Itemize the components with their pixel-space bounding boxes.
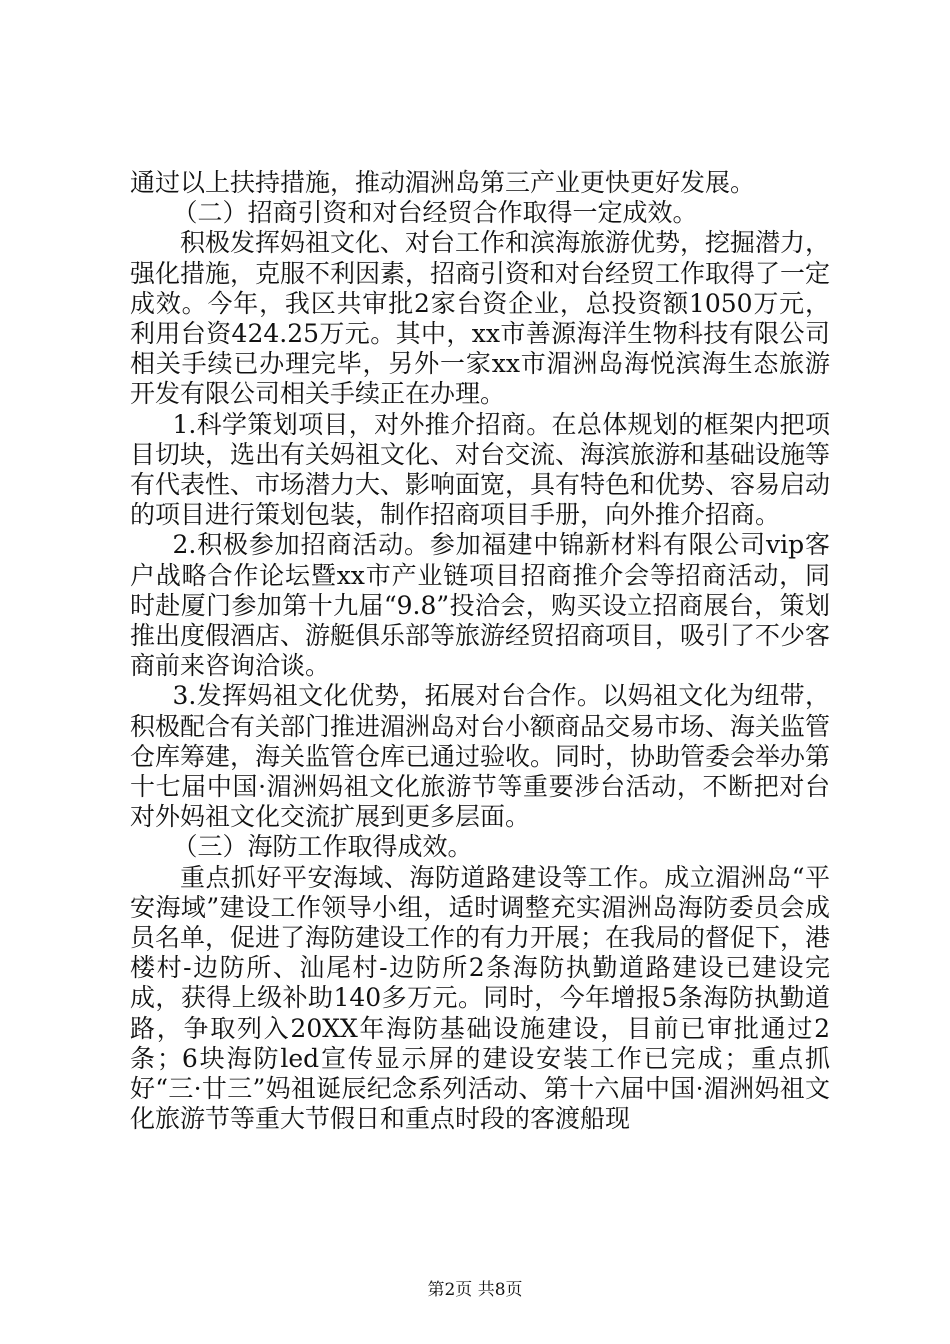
paragraph-2-heading: （二）招商引资和对台经贸合作取得一定成效。 bbox=[172, 198, 698, 228]
document-body bbox=[130, 168, 830, 1135]
paragraph-1: 通过以上扶持措施，推动湄洲岛第三产业更快更好发展。 bbox=[130, 168, 756, 197]
paragraph-8: 重点抓好平安海域、海防道路建设等工作。成立湄洲岛“平安海域”建设工作领导小组，适时调整充实湄洲岛海防委员会成员名单，促进了海防建设工作的有力开展；在我局的督促下，港楼村-边防所、汕尾村-边防所2条海防执勤道路建设已建设完成，获得上级补助140多万元。同时，今年增报5条海防执勤道路，争取列入20XX年海防基础设施建设，目前已审批通过2条；6块海防led宣传显示屏的建设安装工作已完成；重点抓好“三·廿三”妈祖诞辰纪念系列活动、第十六届中国·湄洲妈祖文化旅游节等重大节假日和重点时段的客渡船现 bbox=[130, 862, 831, 1134]
paragraph-5: 2.积极参加招商活动。参加福建中锦新材料有限公司vip客户战略合作论坛暨xx市产业链项目招商推介会等招商活动，同时赴厦门参加第十九届“9.8”投洽会，购买设立招商展台，策划推出度假酒店、游艇俱乐部等旅游经贸招商项目，吸引了不少客商前来咨询洽谈。 bbox=[130, 530, 831, 681]
paragraph-4: 1.科学策划项目，对外推介招商。在总体规划的框架内把项目切块，选出有关妈祖文化、对台交流、海滨旅游和基础设施等有代表性、市场潜力大、影响面宽，具有特色和优势、容易启动的项目进行策划包装，制作招商项目手册，向外推介招商。 bbox=[130, 409, 831, 530]
paragraph-6: 3.发挥妈祖文化优势，拓展对台合作。以妈祖文化为纽带，积极配合有关部门推进湄洲岛对台小额商品交易市场、海关监管仓库筹建，海关监管仓库已通过验收。同时，协助管委会举办第十七届中国·湄洲妈祖文化旅游节等重要涉台活动，不断把对台对外妈祖文化交流扩展到更多层面。 bbox=[130, 681, 831, 832]
page-footer: 第2页 共8页 bbox=[427, 1280, 523, 1300]
paragraph-7-heading: （三）海防工作取得成效。 bbox=[172, 832, 473, 862]
paragraph-3: 积极发挥妈祖文化、对台工作和滨海旅游优势，挖掘潜力，强化措施，克服不利因素，招商引资和对台经贸工作取得了一定成效。今年，我区共审批2家台资企业，总投资额1050万元，利用台资424.25万元。其中，xx市善源海洋生物科技有限公司相关手续已办理完毕，另外一家xx市湄洲岛海悦滨海生态旅游开发有限公司相关手续正在办理。 bbox=[130, 228, 831, 409]
